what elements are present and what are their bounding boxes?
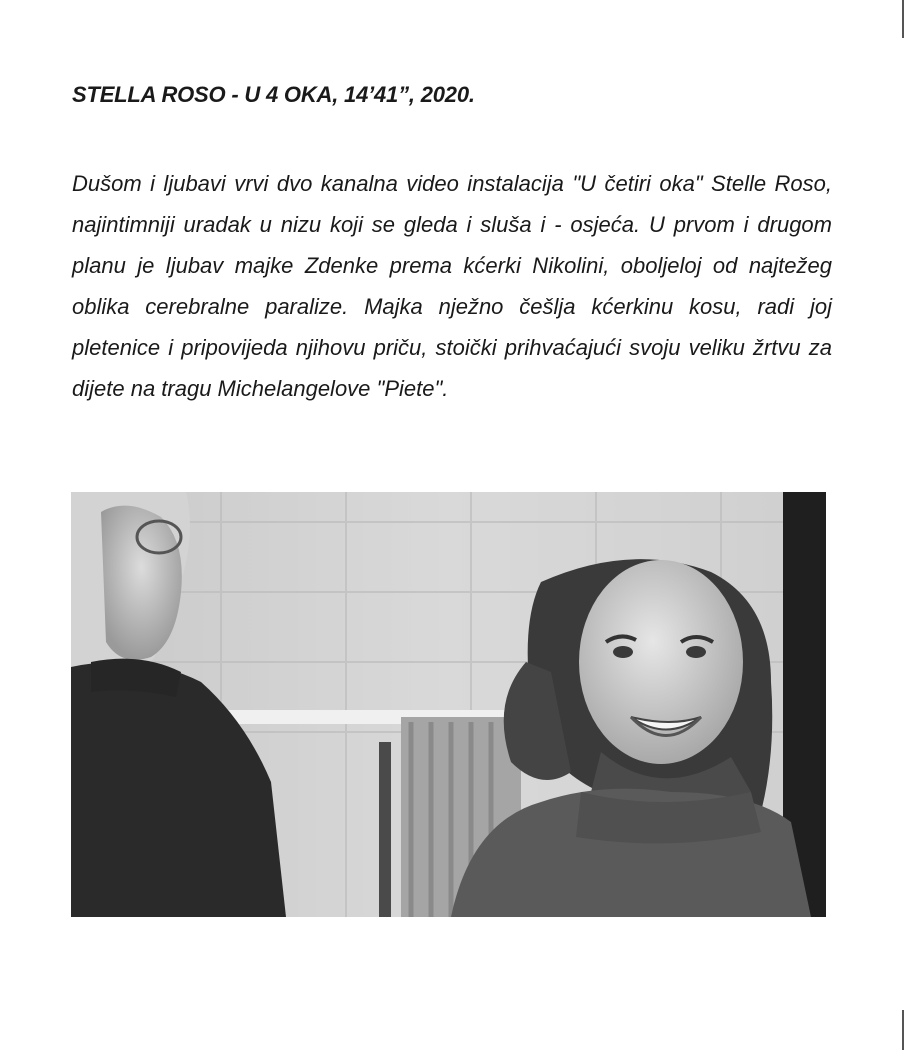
video-still-photo [71, 492, 826, 917]
artwork-title: STELLA ROSO - U 4 OKA, 14’41”, 2020. [72, 82, 475, 107]
artwork-description: Dušom i ljubavi vrvi dvo kanalna video instalacija "U četiri oka" Stelle Roso, najintimniji uradak u nizu koji se gleda i sluša i - osjeća. U prvom i drugom planu je ljubav majke Zdenke prema kćerki Nikolini, oboljeloj od najtežeg oblika cerebralne paralize. Majka nježno češlja kćerkinu kosu, radi joj pletenice i pripovijeda njihovu priču, stoički prihvaćajući svoju veliku žrtvu za dijete na tragu Michelangelove "Piete". [72, 171, 832, 401]
page-edge-mark-bottom [902, 1010, 904, 1050]
page-edge-mark-top [902, 0, 904, 38]
